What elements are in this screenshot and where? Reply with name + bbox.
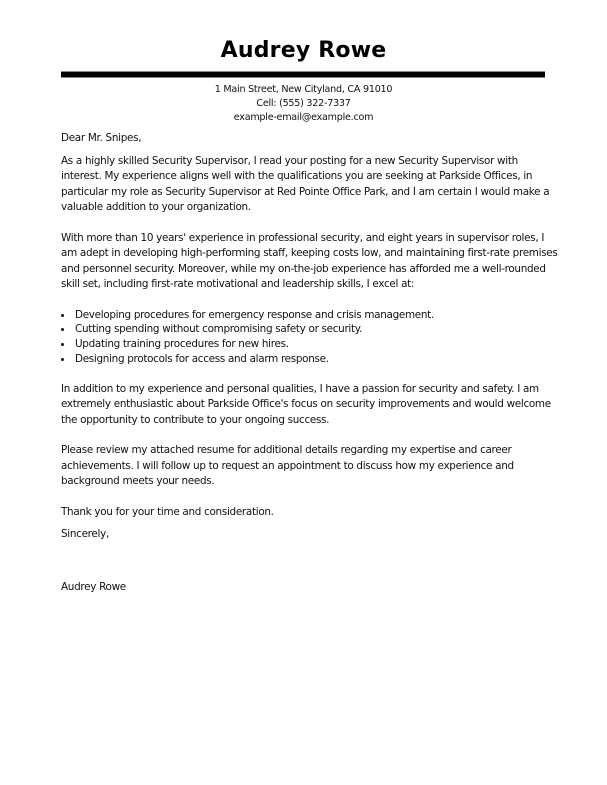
text-line: As a highly skilled Security Supervisor, I read your posting for a new Security Supervisor with [61, 154, 518, 167]
text-line: skill set, including first-rate motivational and leadership skills, I excel at: [61, 278, 415, 290]
bullet-icon [61, 328, 64, 331]
phone-line: Cell: (555) 322-7337 [256, 98, 351, 109]
skills-list [61, 308, 561, 367]
salutation: Dear Mr. Snipes, [61, 132, 142, 144]
signature-space [61, 543, 561, 580]
list-item-text: Designing protocols for access and alarm response. [75, 352, 329, 365]
text-line: valuable addition to your organization. [61, 201, 251, 213]
text-line: and personnel security. Moreover, while my on-the-job experience has afforded me a well-rounded [61, 262, 546, 275]
list-item-text: Developing procedures for emergency response and crisis management. [75, 308, 434, 321]
text-line: extremely enthusiastic about Parkside Office's focus on security improvements and would welcome [61, 398, 551, 411]
bullet-icon [61, 343, 64, 346]
signature-name: Audrey Rowe [61, 580, 126, 593]
text-line: the opportunity to contribute to your ongoing success. [61, 413, 330, 426]
list-item [61, 322, 561, 337]
bullet-icon [61, 358, 64, 361]
address-line: 1 Main Street, New Cityland, CA 91010 [214, 84, 393, 95]
list-item [61, 352, 561, 367]
list-item-text: Cutting spending without compromising safety or security. [75, 323, 363, 336]
applicant-name-heading: Audrey Rowe [220, 38, 387, 63]
paragraph-experience [61, 231, 561, 293]
email-line: example-email@example.com [233, 112, 374, 123]
list-item [61, 308, 561, 323]
text-line: background meets your needs. [61, 475, 215, 488]
contact-block [0, 83, 607, 125]
text-line: particular my role as Security Supervisor at Red Pointe Office Park, and I am certain I would make a [61, 185, 550, 198]
bullet-icon [61, 314, 64, 317]
text-line: In addition to my experience and personal qualities, I have a passion for security and safety. I am [61, 382, 539, 395]
thanks-line: Thank you for your time and consideration. [61, 505, 274, 518]
text-line: interest. My experience aligns well with the qualifications you are seeking at Parkside Offices, in [61, 170, 533, 182]
letter-body [61, 131, 561, 595]
text-line: With more than 10 years' experience in professional security, and eight years in supervisor roles, I [61, 231, 545, 244]
list-item [61, 337, 561, 352]
text-line: Please review my attached resume for additional details regarding my expertise and career [61, 444, 512, 457]
text-line: am adept in developing high-performing staff, keeping costs low, and maintaining first-rate premises [61, 247, 558, 259]
paragraph-passion [61, 382, 561, 429]
header-divider [61, 72, 545, 77]
paragraph-intro [61, 154, 561, 216]
paragraph-followup [61, 443, 561, 490]
closing-line: Sincerely, [61, 528, 109, 541]
text-line: achievements. I will follow up to request an appointment to discuss how my experience and [61, 459, 514, 472]
list-item-text: Updating training procedures for new hires. [75, 338, 289, 351]
